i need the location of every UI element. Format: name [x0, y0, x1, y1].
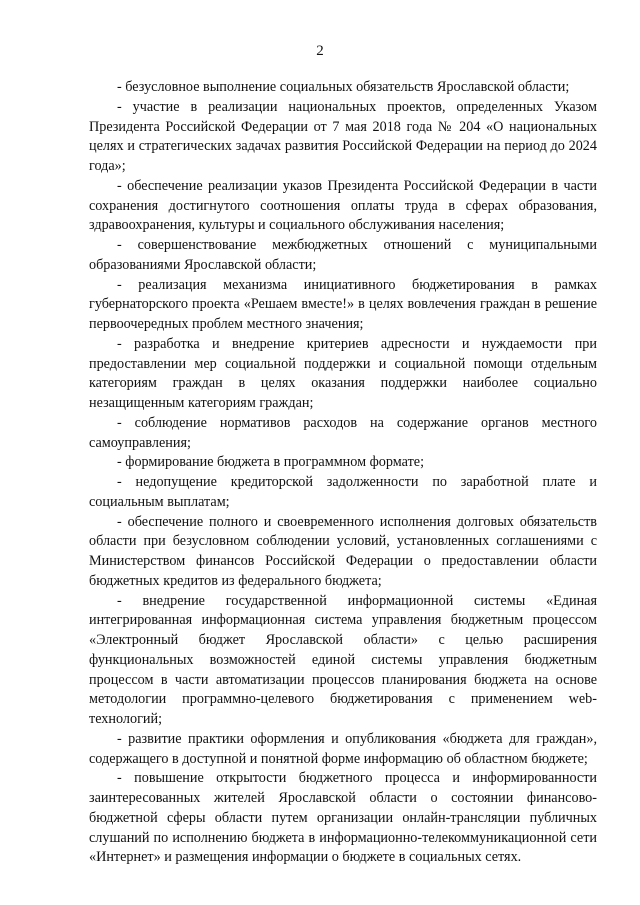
page-number: 2 — [316, 43, 324, 59]
document-body — [89, 78, 597, 868]
paragraph: - участие в реализации национальных проектов, определенных Указом Президента Российской Федерации от 7 мая 2018 года № 204 «О национальных целях и стратегических задачах развития Российской Федерации на период до 2024 года»; — [89, 98, 597, 174]
paragraph: - повышение открытости бюджетного процесса и информированности заинтересованных жителей Ярославской области о состоянии финансово-бюджетной сферы области путем организации онлайн-трансляции публичных слушаний по исполнению бюджета в информационно-телекоммуникационной сети «Интернет» и размещения информации о бюджете в социальных сетях. — [89, 770, 597, 866]
paragraph: - совершенствование межбюджетных отношений с муниципальными образованиями Ярославской области; — [89, 237, 597, 273]
paragraph: - соблюдение нормативов расходов на содержание органов местного самоуправления; — [89, 414, 597, 451]
paragraph: - безусловное выполнение социальных обязательств Ярославской области; — [117, 79, 570, 95]
paragraph: - развитие практики оформления и опубликования «бюджета для граждан», содержащего в доступной и понятной форме информацию об областном бюджете; — [89, 730, 597, 767]
paragraph: - внедрение государственной информационной системы «Единая интегрированная информационная система управления бюджетным процессом «Электронный бюджет Ярославской области» с целью расширения функциональных возможностей единой системы управления бюджетным процессом в части автоматизации процессов планирования бюджета на основе методологии программно-целевого бюджетирования с применением web-технологий; — [89, 592, 597, 727]
paragraph: - обеспечение полного и своевременного исполнения долговых обязательств области при безусловном соблюдении условий, установленных соглашениями с Министерством финансов Российской Федерации о предоставлении области бюджетных кредитов из федерального бюджета; — [89, 513, 597, 589]
paragraph: - разработка и внедрение критериев адресности и нуждаемости при предоставлении мер социальной поддержки и социальной помощи отдельным категориям граждан в целях оказания поддержки наиболее социально незащищенным категориям граждан; — [89, 335, 597, 411]
paragraph: - реализация механизма инициативного бюджетирования в рамках губернаторского проекта «Решаем вместе!» в целях вовлечения граждан в решение первоочередных проблем местного значения; — [89, 276, 597, 332]
paragraph: - формирование бюджета в программном формате; — [117, 454, 425, 471]
paragraph: - недопущение кредиторской задолженности по заработной плате и социальным выплатам; — [89, 474, 597, 510]
paragraph: - обеспечение реализации указов Президента Российской Федерации в части сохранения достигнутого соотношения оплаты труда в сферах образования, здравоохранения, культуры и социального обслуживания населения; — [89, 177, 597, 234]
